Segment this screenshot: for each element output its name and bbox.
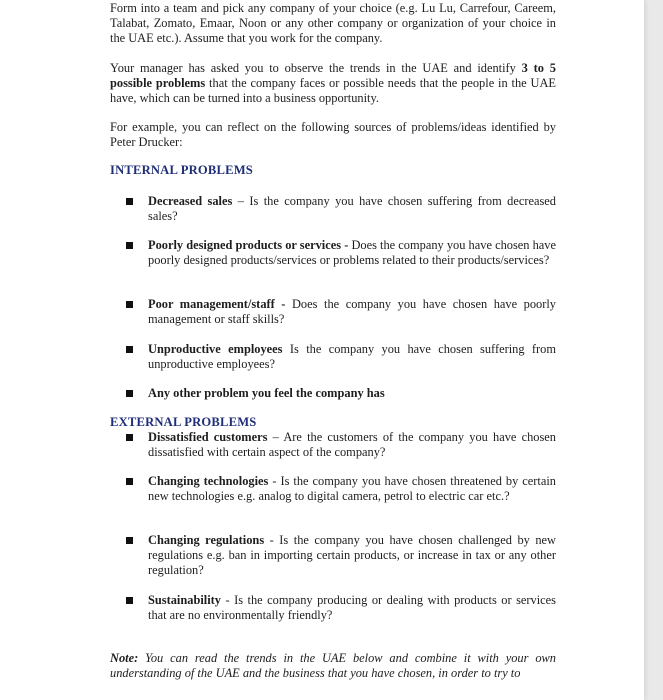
- item-text: Is the company you have chosen suffering from unproductive employees?: [148, 342, 556, 371]
- bullet-square-icon: [126, 390, 133, 397]
- internal-item-poor-management: [148, 297, 556, 327]
- item-title: Changing technologies: [148, 474, 269, 488]
- item-title: Sustainability: [148, 593, 221, 607]
- bullet-square-icon: [126, 597, 133, 604]
- p2-text-c: that the company faces or possible needs that the people in the UAE have, which can be turned into a business opportunity.: [110, 75, 556, 105]
- item-text: – Are the customers of the company you have chosen dissatisfied with certain aspect of the company?: [148, 430, 557, 459]
- intro-paragraph-1: Form into a team and pick any company of your choice (e.g. Lu Lu, Carrefour, Careem, Talabat, Zomato, Emaar, Noon or any other company or organization of your choice in the UAE etc.). Assume that you work for the company.: [110, 1, 556, 45]
- external-item-sustainability: [148, 593, 556, 623]
- item-text: Does the company you have chosen have poorly management or staff skills?: [148, 297, 556, 326]
- external-item-changing-regulations: [148, 533, 556, 577]
- item-text: - Is the company you have chosen challenged by new regulations e.g. ban in importing certain products, or increase in tax or any other regulation?: [148, 533, 556, 577]
- external-item-dissatisfied-customers: [148, 430, 556, 460]
- item-text: - Is the company you have chosen threatened by certain new technologies e.g. analog to digital camera, petrol to electric car etc.?: [148, 474, 556, 503]
- external-problems-heading: EXTERNAL PROBLEMS: [110, 415, 257, 429]
- item-title: Decreased sales: [148, 194, 233, 208]
- item-text: - Is the company producing or dealing with products or services that are no environmentally friendly?: [148, 593, 556, 622]
- item-text: – Is the company you have chosen suffering from decreased sales?: [148, 194, 556, 223]
- item-title: Poorly designed products or services -: [148, 238, 349, 252]
- item-title: Poor management/staff -: [148, 297, 286, 311]
- bullet-square-icon: [126, 434, 133, 441]
- internal-item-unproductive-employees: [148, 342, 556, 372]
- bullet-square-icon: [126, 478, 133, 485]
- note-text: You can read the trends in the UAE below and combine it with your own understanding of the UAE and the business that you have chosen, in order to try to: [110, 651, 556, 680]
- note-label: Note:: [110, 651, 139, 665]
- internal-item-decreased-sales: [148, 194, 556, 224]
- external-item-changing-technologies: [148, 474, 556, 504]
- item-text: Does the company you have chosen have poorly designed products/services or problems related to their products/services?: [148, 238, 556, 267]
- p2-text-a: Your manager has asked you to observe the trends in the UAE and identify: [110, 61, 522, 75]
- intro-paragraph-3: For example, you can reflect on the following sources of problems/ideas identified by Peter Drucker:: [110, 120, 556, 149]
- bullet-square-icon: [126, 346, 133, 353]
- intro-paragraph-2: [110, 61, 556, 105]
- bullet-square-icon: [126, 301, 133, 308]
- internal-item-poor-products: [148, 238, 556, 268]
- internal-item-other-problem: [148, 386, 556, 401]
- bullet-square-icon: [126, 242, 133, 249]
- bullet-square-icon: [126, 198, 133, 205]
- internal-problems-heading: INTERNAL PROBLEMS: [110, 163, 254, 177]
- item-title: Dissatisfied customers: [148, 430, 268, 444]
- item-title: Any other problem you feel the company has: [148, 386, 385, 400]
- bullet-square-icon: [126, 537, 133, 544]
- p2-emphasis: 3 to 5 possible problems: [110, 61, 556, 90]
- note-paragraph: [110, 651, 556, 681]
- item-title: Changing regulations: [148, 533, 265, 547]
- item-title: Unproductive employees: [148, 342, 283, 356]
